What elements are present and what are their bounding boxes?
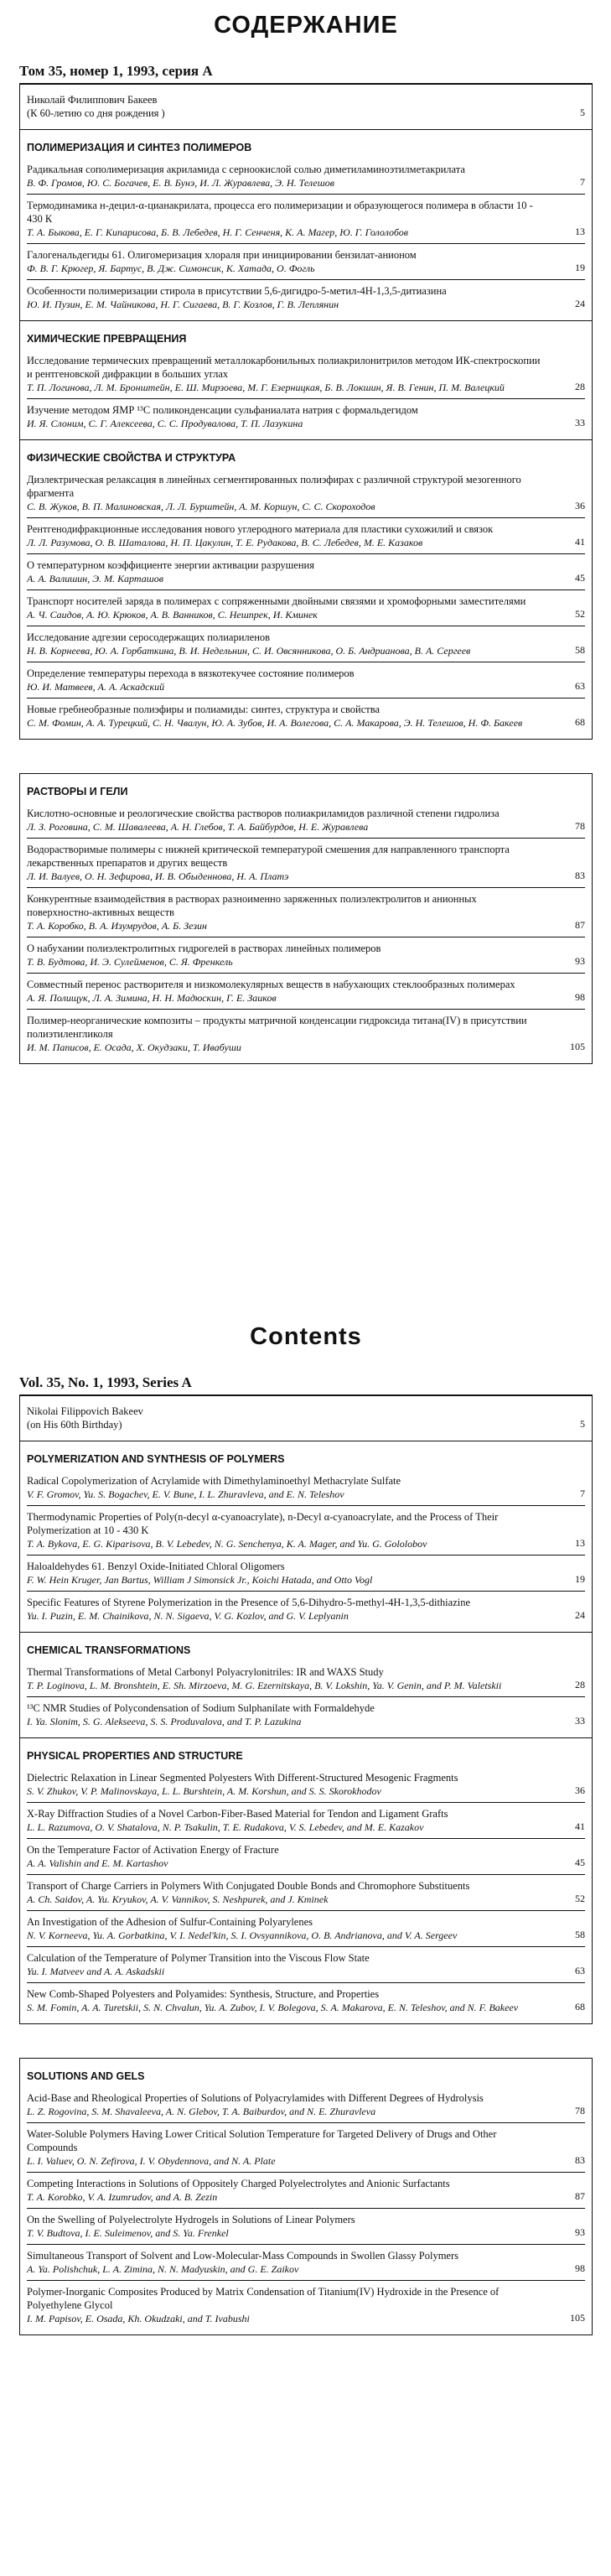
volume-line: Vol. 35, No. 1, 1993, Series A: [19, 1374, 192, 1390]
toc-entry[interactable]: [27, 1470, 585, 1506]
article-title: Рентгенодифракционные исследования нового углеродного материала для пластики сухожилий и связок: [27, 523, 494, 535]
page-number: 5: [580, 106, 585, 118]
toc-entry[interactable]: [27, 1010, 585, 1058]
article-title: Radical Copolymerization of Acrylamide with Dimethylaminoethyl Methacrylate Sulfate: [27, 1475, 401, 1487]
honoree-subtitle: (К 60-летию со дня рождения ): [27, 107, 165, 119]
article-title: Transport of Charge Carriers in Polymers With Conjugated Double Bonds and Chromophore Substituents: [27, 1880, 470, 1892]
section-header: SOLUTIONS AND GELS: [27, 2070, 145, 2082]
toc-title: Contents: [250, 1323, 362, 1350]
article-authors: T. V. Budtova, I. E. Suleimenov, and S. Ya. Frenkel: [27, 2227, 229, 2239]
article-authors: Т. В. Будтова, И. Э. Сулейменов, С. Я. Френкель: [27, 956, 233, 968]
article-authors: A. Ya. Polishchuk, L. A. Zimina, N. N. Madyuskin, and G. E. Zaikov: [27, 2263, 299, 2275]
section-header: CHEMICAL TRANSFORMATIONS: [27, 1644, 191, 1656]
article-authors: I. M. Papisov, E. Osada, Kh. Okudzaki, and T. Ivabushi: [27, 2313, 250, 2324]
section-header: POLYMERIZATION AND SYNTHESIS OF POLYMERS: [27, 1453, 285, 1465]
article-title: On the Swelling of Polyelectrolyte Hydrogels in Solutions of Linear Polymers: [27, 2214, 355, 2225]
article-authors: A. Ch. Saidov, A. Yu. Kryukov, A. V. Vannikov, S. Neshpurek, and J. Kminek: [27, 1893, 329, 1905]
article-authors: A. A. Valishin and E. M. Kartashov: [27, 1857, 168, 1869]
article-authors: S. M. Fomin, A. A. Turetskii, S. N. Chvalun, Yu. A. Zubov, I. V. Bolegova, S. A. Makarova, E. N. Teleshov, and N. F. Bakeev: [27, 2002, 519, 2013]
article-title: Кислотно-основные и реологические свойства растворов полиакриламидов различной степени гидролиза: [27, 808, 500, 819]
toc-russian: [19, 12, 593, 1064]
article-authors: N. V. Korneeva, Yu. A. Gorbatkina, V. I. Nedel'kin, S. I. Ovsyannikova, O. B. Andrianova, and V. A. Sergeev: [27, 1929, 458, 1941]
article-title: Совместный перенос растворителя и низкомолекулярных веществ в набухающих стеклообразных полимерах: [27, 979, 515, 990]
toc-entry[interactable]: [27, 699, 585, 734]
article-title: Water-Soluble Polymers Having Lower Critical Solution Temperature for Targeted Delivery of Drugs and Other Compounds: [27, 2128, 497, 2153]
article-authors: T. A. Korobko, V. A. Izumrudov, and A. B. Zezin: [27, 2191, 218, 2203]
toc-entry[interactable]: [27, 1506, 585, 1555]
article-authors: С. М. Фомин, А. А. Турецкий, С. Н. Чвалун, Ю. А. Зубов, И. А. Волегова, С. А. Макарова, Э. Н. Телешов, Н. Ф. Бакеев: [27, 717, 523, 729]
page-number: 98: [575, 991, 585, 1003]
toc-entry[interactable]: [27, 662, 585, 699]
article-title: Haloaldehydes 61. Benzyl Oxide-Initiated Chloral Oligomers: [27, 1561, 285, 1572]
page-number: 93: [575, 2226, 585, 2238]
article-title: Calculation of the Temperature of Polymer Transition into the Viscous Flow State: [27, 1952, 370, 1964]
article-title: Транспорт носителей заряда в полимерах с сопряженными двойными связями и хромофорными заместителями: [27, 595, 526, 607]
page-number: 24: [575, 1609, 585, 1621]
article-authors: Ю. И. Пузин, Е. М. Чайникова, Н. Г. Сигаева, В. Г. Козлов, Г. В. Леплянин: [27, 299, 339, 310]
page-number: 83: [575, 870, 585, 881]
article-title: Конкурентные взаимодействия в растворах разноименно заряженных полиэлектролитов и анионных поверхностно-активных веществ: [27, 893, 477, 918]
intro-section: [19, 85, 593, 129]
ru-sections-container: [19, 130, 593, 1064]
page-number: 78: [575, 820, 585, 832]
article-authors: Т. А. Быкова, Е. Г. Кипарисова, Б. В. Лебедев, Н. Г. Сенченя, К. А. Магер, Ю. Г. Гололобов: [27, 226, 408, 238]
article-title: Исследование адгезии серосодержащих полиариленов: [27, 631, 271, 643]
toc-entry[interactable]: [27, 1911, 585, 1947]
article-title: Acid-Base and Rheological Properties of Solutions of Polyacrylamides with Different Degrees of Hydrolysis: [27, 2092, 484, 2104]
article-authors: L. L. Razumova, O. V. Shatalova, N. P. Tsakulin, T. E. Rudakova, V. S. Lebedev, and M. E. Kazakov: [27, 1821, 424, 1833]
page-number: 24: [575, 298, 585, 309]
toc-entry[interactable]: [27, 1839, 585, 1875]
article-authors: И. Я. Слоним, С. Г. Алексеева, С. С. Продувалова, Т. П. Лазукина: [27, 418, 303, 429]
article-title: Водорастворимые полимеры с нижней критической температурой смешения для направленного транспорта лекарственных препаратов и других веществ: [27, 844, 510, 869]
article-title: New Comb-Shaped Polyesters and Polyamides: Synthesis, Structure, and Properties: [27, 1988, 380, 2000]
article-title: Новые гребнеобразные полиэфиры и полиамиды: синтез, структура и свойства: [27, 704, 381, 715]
toc-entry[interactable]: [27, 1875, 585, 1911]
toc-entry[interactable]: [27, 350, 585, 399]
toc-entry[interactable]: [27, 888, 585, 937]
article-authors: V. F. Gromov, Yu. S. Bogachev, E. V. Bune, I. L. Zhuravleva, and E. N. Teleshov: [27, 1488, 344, 1500]
section-header: РАСТВОРЫ И ГЕЛИ: [27, 786, 128, 797]
article-authors: Л. З. Роговина, С. М. Шавалеева, А. Н. Глебов, Т. А. Байбурдов, Н. Е. Журавлева: [27, 821, 369, 833]
toc-entry[interactable]: [27, 1555, 585, 1592]
toc-section: [19, 2059, 593, 2334]
article-authors: T. P. Loginova, L. M. Bronshtein, E. Sh. Mirzoeva, M. G. Ezernitskaya, B. V. Lokshin, Ya. V. Genin, and P. M. Valetskii: [27, 1680, 502, 1691]
toc-section: [19, 1633, 593, 1737]
article-authors: Л. И. Валуев, О. Н. Зефирова, И. В. Обыденнова, Н. А. Платэ: [27, 870, 289, 882]
page-number: 36: [575, 500, 585, 512]
toc-entry[interactable]: [27, 399, 585, 434]
article-title: Simultaneous Transport of Solvent and Low-Molecular-Mass Compounds in Swollen Glassy Polymers: [27, 2250, 459, 2262]
article-title: Dielectric Relaxation in Linear Segmented Polyesters With Different-Structured Mesogenic Fragments: [27, 1772, 458, 1784]
toc-entry[interactable]: [27, 1592, 585, 1627]
page-number: 87: [575, 2190, 585, 2202]
toc-title: СОДЕРЖАНИЕ: [214, 12, 398, 39]
section-gap: [19, 740, 593, 773]
page-number: 41: [575, 536, 585, 548]
toc-entry[interactable]: [27, 244, 585, 280]
toc-entry[interactable]: [27, 280, 585, 315]
article-title: Радикальная сополимеризация акриламида с серноокислой солью диметиламиноэтилметакрилата: [27, 164, 465, 175]
article-authors: F. W. Hein Kruger, Jan Bartus, William J Simonsick Jr., Koichi Hatada, and Otto Vogl: [27, 1574, 373, 1586]
toc-entry[interactable]: [27, 590, 585, 626]
toc-entry[interactable]: [27, 1697, 585, 1732]
page-number: 13: [575, 226, 585, 237]
en-sections-container: [19, 1441, 593, 2335]
toc-entry[interactable]: [27, 554, 585, 590]
article-authors: T. A. Bykova, E. G. Kiparisova, B. V. Lebedev, N. G. Senchenya, K. A. Mager, and Yu. G. Gololobov: [27, 1538, 427, 1550]
toc-entry[interactable]: [27, 195, 585, 244]
section-gap: [19, 2024, 593, 2058]
page-number: 7: [580, 176, 585, 188]
section-header: ПОЛИМЕРИЗАЦИЯ И СИНТЕЗ ПОЛИМЕРОВ: [27, 142, 252, 153]
article-title: О набухании полиэлектролитных гидрогелей в растворах линейных полимеров: [27, 943, 381, 954]
toc-entry[interactable]: [27, 2209, 585, 2245]
toc-entry[interactable]: [27, 1767, 585, 1803]
article-title: Диэлектрическая релаксация в линейных сегментированных полиэфирах с различной структурой мезогенного фрагмента: [27, 474, 521, 499]
toc-entry[interactable]: [27, 90, 585, 124]
divider: [19, 2334, 593, 2335]
toc-entry[interactable]: [27, 2123, 585, 2173]
article-title: Specific Features of Styrene Polymerization in the Presence of 5,6-Dihydro-5-methyl-4H-1,3,5-dithiazine: [27, 1597, 471, 1608]
toc-section: [19, 130, 593, 320]
article-authors: Т. П. Логинова, Л. М. Бронштейн, Е. Ш. Мирзоева, М. Г. Езерницкая, Б. В. Локшин, Я. В. Генин, П. М. Валецкий: [27, 382, 505, 393]
honoree-name: Николай Филиппович Бакеев: [27, 94, 158, 106]
toc-entry[interactable]: [27, 2281, 585, 2329]
article-title: Термодинамика н-децил-α-цианакрилата, процесса его полимеризации и образующегося полимера в области 10 - 430 К: [27, 200, 533, 225]
article-authors: И. М. Паписов, Е. Осада, Х. Окудзаки, Т. Ивабуши: [27, 1041, 241, 1053]
article-title: On the Temperature Factor of Activation Energy of Fracture: [27, 1844, 279, 1856]
page-number: 98: [575, 2262, 585, 2274]
honoree-subtitle: (on His 60th Birthday): [27, 1419, 122, 1431]
page-number: 78: [575, 2105, 585, 2116]
article-title: О температурном коэффициенте энергии активации разрушения: [27, 559, 314, 571]
article-authors: Н. В. Корнеева, Ю. А. Горбаткина, В. И. Недельнин, С. И. Овсянникова, О. Б. Андрианова, В. А. Сергеев: [27, 645, 471, 657]
article-authors: Ф. В. Г. Крюгер, Я. Бартус, В. Дж. Симонсик, К. Хатада, О. Фогль: [27, 262, 315, 274]
page-number: 28: [575, 1679, 585, 1690]
page-number: 105: [570, 1041, 585, 1052]
article-title: ¹³C NMR Studies of Polycondensation of Sodium Sulphanilate with Formaldehyde: [27, 1702, 375, 1714]
section-header: ФИЗИЧЕСКИЕ СВОЙСТВА И СТРУКТУРА: [27, 452, 236, 464]
toc-entry[interactable]: [27, 839, 585, 888]
article-authors: I. Ya. Slonim, S. G. Alekseeva, S. S. Produvalova, and T. P. Lazukina: [27, 1716, 302, 1727]
article-authors: Т. А. Коробко, В. А. Изумрудов, А. Б. Зезин: [27, 920, 207, 932]
article-authors: А. А. Валишин, Э. М. Карташов: [27, 573, 163, 584]
toc-section: [19, 774, 593, 1063]
toc-entry[interactable]: [27, 802, 585, 839]
article-authors: В. Ф. Громов, Ю. С. Богачев, Е. В. Бунэ, И. Л. Журавлева, Э. Н. Телешов: [27, 177, 335, 189]
toc-entry[interactable]: [27, 1803, 585, 1839]
page-number: 45: [575, 572, 585, 584]
article-title: Изучение методом ЯМР ¹³С поликонденсации сульфаниалата натрия с формальдегидом: [27, 404, 418, 416]
page-number: 58: [575, 644, 585, 656]
page-number: 36: [575, 1784, 585, 1796]
page-number: 28: [575, 381, 585, 392]
page-number: 52: [575, 608, 585, 620]
page-number: 93: [575, 955, 585, 967]
article-authors: L. Z. Rogovina, S. M. Shavaleeva, A. N. Glebov, T. A. Baiburdov, and N. E. Zhuravleva: [27, 2106, 376, 2117]
page-number: 87: [575, 919, 585, 931]
article-authors: S. V. Zhukov, V. P. Malinovskaya, L. L. Burshtein, A. M. Korshun, and S. S. Skorokhodov: [27, 1785, 381, 1797]
page-number: 41: [575, 1820, 585, 1832]
toc-entry[interactable]: [27, 937, 585, 974]
page-number: 105: [570, 2312, 585, 2324]
article-authors: L. I. Valuev, O. N. Zefirova, I. V. Obydennova, and N. A. Plate: [27, 2155, 276, 2167]
page-number: 63: [575, 680, 585, 692]
toc-entry[interactable]: [27, 1401, 585, 1436]
toc-section: [19, 440, 593, 739]
article-title: Polymer-Inorganic Composites Produced by Matrix Condensation of Titanium(IV) Hydroxide in the Presence of Polyethylene Glycol: [27, 2286, 500, 2311]
article-title: X-Ray Diffraction Studies of a Novel Carbon-Fiber-Based Material for Tendon and Ligament Grafts: [27, 1808, 448, 1820]
divider: [19, 1063, 593, 1064]
toc-entry[interactable]: [27, 1983, 585, 2018]
page-number: 68: [575, 716, 585, 728]
toc-english: [19, 1323, 593, 2335]
toc-entry[interactable]: [27, 626, 585, 662]
toc-entry[interactable]: [27, 1947, 585, 1983]
honoree-name: Nikolai Filippovich Bakeev: [27, 1405, 143, 1417]
article-title: An Investigation of the Adhesion of Sulfur-Containing Polyarylenes: [27, 1916, 313, 1928]
article-title: Thermal Transformations of Metal Carbonyl Polyacrylonitriles: IR and WAXS Study: [27, 1666, 384, 1678]
toc-entry[interactable]: [27, 518, 585, 554]
section-header: PHYSICAL PROPERTIES AND STRUCTURE: [27, 1750, 243, 1762]
page-number: 52: [575, 1893, 585, 1904]
page-number: 68: [575, 2001, 585, 2012]
article-title: Thermodynamic Properties of Poly(n-decyl α-cyanoacrylate), n-Decyl α-cyanoacrylate, and the Process of Their Polymerization at 10 - 430 K: [27, 1511, 499, 1536]
page-number: 58: [575, 1929, 585, 1940]
article-title: Галогенальдегиды 61. Олигомеризация хлораля при инициировании бензилат-анионом: [27, 249, 417, 261]
article-authors: Л. Л. Разумова, О. В. Шаталова, Н. П. Цакулин, Т. Е. Рудакова, В. С. Лебедев, М. Е. Казаков: [27, 537, 423, 548]
page-number: 19: [575, 262, 585, 273]
intro-section: [19, 1396, 593, 1441]
page-number: 33: [575, 417, 585, 428]
volume-line: Том 35, номер 1, 1993, серия А: [19, 63, 213, 79]
article-title: Определение температуры перехода в вязкотекучее состояние полимеров: [27, 667, 355, 679]
toc-entry[interactable]: [27, 974, 585, 1010]
page-number: 13: [575, 1537, 585, 1549]
article-authors: Ю. И. Матвеев, А. А. Аскадский: [27, 681, 165, 693]
article-authors: А. Ч. Саидов, А. Ю. Крюков, А. В. Ванников, С. Нешпрек, И. Кминек: [27, 609, 318, 621]
article-title: Особенности полимеризации стирола в присутствии 5,6-дигидро-5-метил-4Н-1,3,5-дитиазина: [27, 285, 447, 297]
toc-section: [19, 321, 593, 439]
page-number: 63: [575, 1965, 585, 1976]
article-title: Полимер-неорганические композиты – продукты матричной конденсации гидроксида титана(IV) в присутствии полиэтиленгликоля: [27, 1015, 527, 1040]
article-authors: Yu. I. Matveev and A. A. Askadskii: [27, 1966, 165, 1977]
article-authors: С. В. Жуков, В. П. Малиновская, Л. Л. Бурштейн, А. М. Коршун, С. С. Скороходов: [27, 501, 375, 512]
article-title: Competing Interactions in Solutions of Oppositely Charged Polyelectrolytes and Anionic Surfactants: [27, 2178, 450, 2189]
article-authors: А. Я. Полищук, Л. А. Зимина, Н. Н. Мадюскин, Г. Е. Заиков: [27, 992, 277, 1004]
toc-section: [19, 1441, 593, 1632]
toc-entry[interactable]: [27, 2173, 585, 2209]
toc-entry[interactable]: [27, 2245, 585, 2281]
page-number: 45: [575, 1857, 585, 1868]
page-number: 19: [575, 1573, 585, 1585]
toc-entry[interactable]: [27, 2087, 585, 2123]
page-number: 5: [580, 1418, 585, 1430]
page-number: 83: [575, 2154, 585, 2166]
page-number: 7: [580, 1488, 585, 1499]
page-number: 33: [575, 1715, 585, 1727]
toc-entry[interactable]: [27, 158, 585, 195]
toc-section: [19, 1738, 593, 2023]
toc-entry[interactable]: [27, 1661, 585, 1697]
section-header: ХИМИЧЕСКИЕ ПРЕВРАЩЕНИЯ: [27, 333, 187, 345]
article-title: Исследование термических превращений металлокарбонильных полиакрилонитрилов методом ИК-спектроскопии и рентгеновской дифракции в больших углах: [27, 355, 541, 380]
article-authors: Yu. I. Puzin, E. M. Chainikova, N. N. Sigaeva, V. G. Kozlov, and G. V. Leplyanin: [27, 1610, 349, 1622]
toc-entry[interactable]: [27, 469, 585, 518]
